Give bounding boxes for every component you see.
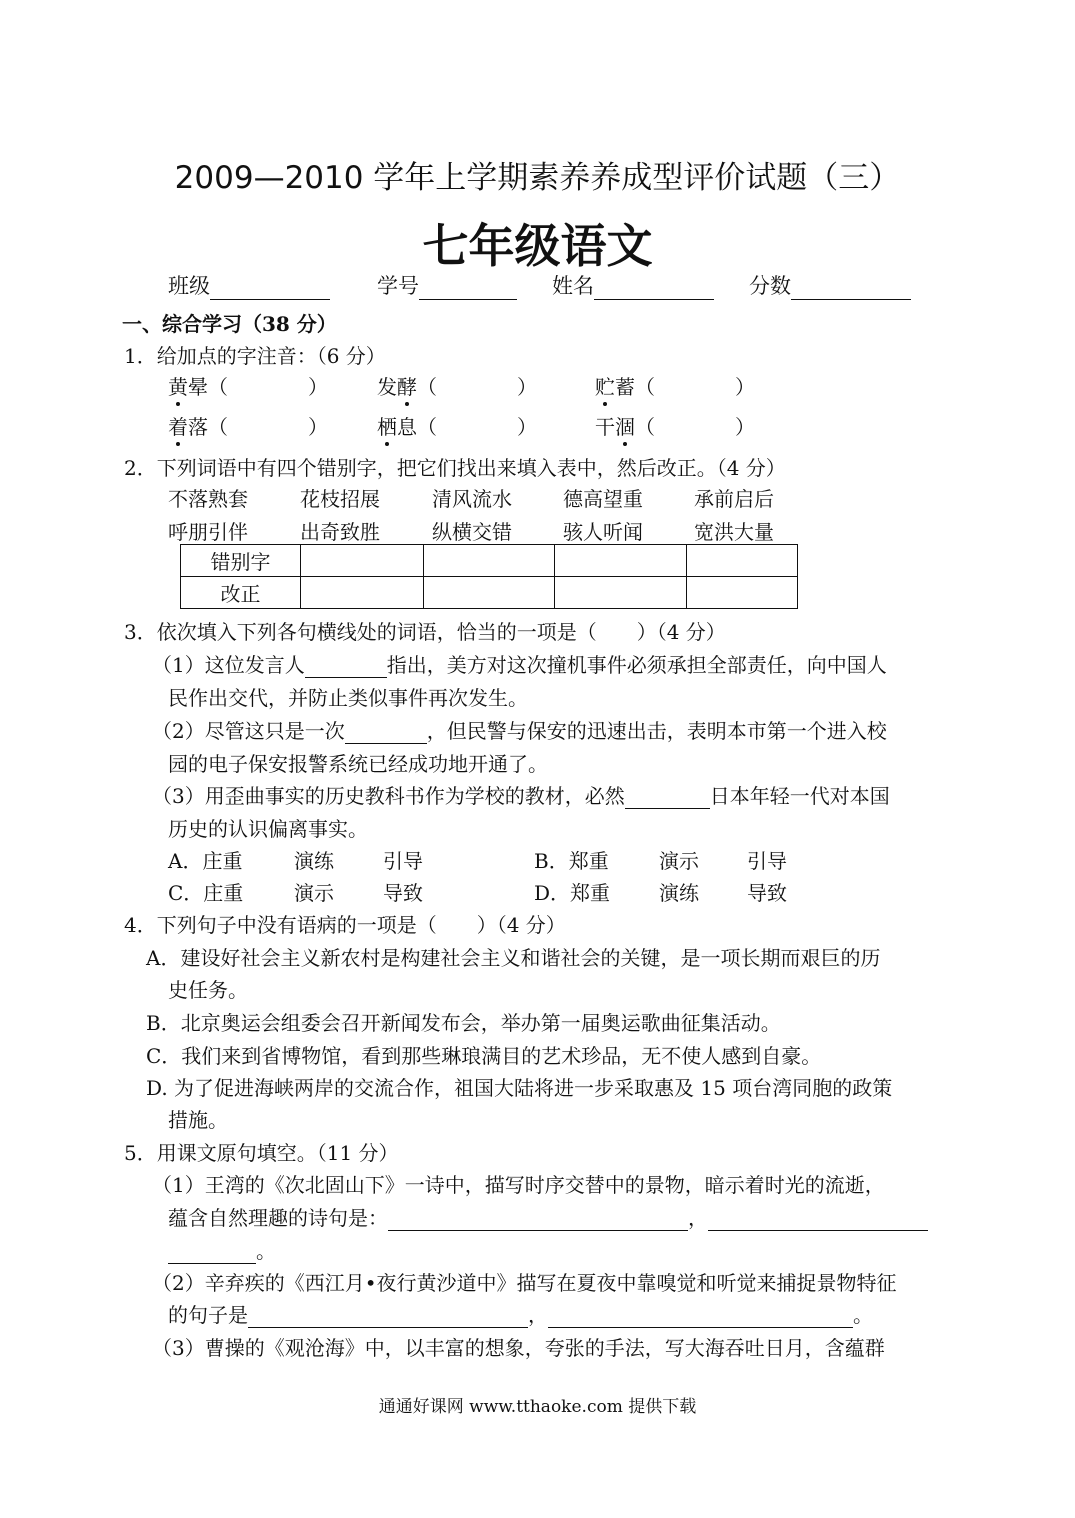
answer-cell[interactable] xyxy=(687,577,798,609)
class-label: 班级 xyxy=(168,274,210,298)
q3-sentence-2: （2）尽管这只是一次 ，但民警与保安的迅速出击，表明本市第一个进入校 xyxy=(152,719,887,743)
q4-stem: 4．下列句子中没有语病的一项是（ ）（4 分） xyxy=(124,913,566,937)
q1-item: 发酵（ ） xyxy=(377,375,537,399)
q1-item: 黄晕（ ） xyxy=(168,375,328,399)
q3-sentence-3: （3）用歪曲事实的历史教科书作为学校的教材，必然 日本年轻一代对本国 xyxy=(152,784,890,808)
option-d-word2: 演练 xyxy=(659,881,699,905)
option-d[interactable]: D．郑重 xyxy=(534,881,611,905)
q5-item-2: （2）辛弃疾的《西江月•夜行黄沙道中》描写在夏夜中靠嗅觉和听觉来捕捉景物特征 xyxy=(152,1271,897,1295)
answer-paren[interactable]: （ ） xyxy=(208,375,328,399)
footer-text: 通通好课网 www.tthaoke.com 提供下载 xyxy=(378,1397,697,1417)
q4-option-b[interactable]: B．北京奥运会组委会召开新闻发布会，举办第一届奥运歌曲征集活动。 xyxy=(146,1011,781,1035)
q5-item-1-line3: 。 xyxy=(168,1235,276,1264)
q5-item-1-line2: 蕴含自然理趣的诗句是： ， xyxy=(168,1202,928,1231)
option-a[interactable]: A．庄重 xyxy=(168,849,243,873)
q2-word: 纵横交错 xyxy=(432,520,512,544)
fill-blank[interactable] xyxy=(548,1307,853,1328)
exam-subtitle: 七年级语文 xyxy=(422,219,653,273)
q3-stem: 3．依次填入下列各句横线处的词语，恰当的一项是（ ）（4 分） xyxy=(124,620,726,644)
option-c-word3: 导致 xyxy=(383,881,423,905)
q2-word: 不落熟套 xyxy=(168,487,248,511)
q2-word: 花枝招展 xyxy=(300,487,380,511)
q2-word: 呼朋引伴 xyxy=(168,520,248,544)
answer-paren[interactable]: （ ） xyxy=(417,375,537,399)
class-blank[interactable] xyxy=(210,277,330,300)
dotted-char: 贮 xyxy=(595,375,615,399)
row-label: 错别字 xyxy=(181,545,301,577)
q3-sentence-1: （1）这位发言人 指出，美方对这次撞机事件必须承担全部责任，向中国人 xyxy=(152,653,887,677)
answer-cell[interactable] xyxy=(301,577,424,609)
q1-item: 着落（ ） xyxy=(168,415,328,439)
fill-blank[interactable] xyxy=(168,1243,256,1264)
q1-item: 贮蓄（ ） xyxy=(595,375,755,399)
q3-sentence-2-cont: 园的电子保安报警系统已经成功地开通了。 xyxy=(168,752,548,776)
option-b[interactable]: B．郑重 xyxy=(534,849,609,873)
score-blank[interactable] xyxy=(791,277,911,300)
dotted-char: 栖 xyxy=(377,415,397,439)
q2-stem: 2．下列词语中有四个错别字，把它们找出来填入表中，然后改正。（4 分） xyxy=(124,456,786,480)
q4-option-a-cont: 史任务。 xyxy=(168,978,248,1002)
answer-paren[interactable]: （ ） xyxy=(417,415,537,439)
row-label: 改正 xyxy=(181,577,301,609)
dotted-char: 酵 xyxy=(397,375,417,399)
table-row xyxy=(181,577,798,609)
fill-blank[interactable] xyxy=(305,657,387,678)
q4-option-d[interactable]: D. 为了促进海峡两岸的交流合作，祖国大陆将进一步采取惠及 15 项台湾同胞的政策 xyxy=(146,1076,893,1100)
q2-word: 出奇致胜 xyxy=(300,520,380,544)
q3-sentence-3-cont: 历史的认识偏离事实。 xyxy=(168,817,368,841)
q4-option-c[interactable]: C．我们来到省博物馆，看到那些琳琅满目的艺术珍品，无不使人感到自豪。 xyxy=(146,1044,822,1068)
id-label: 学号 xyxy=(377,274,419,298)
q1-item: 栖息（ ） xyxy=(377,415,537,439)
answer-cell[interactable] xyxy=(424,577,555,609)
fill-blank[interactable] xyxy=(248,1307,528,1328)
answer-cell[interactable] xyxy=(555,545,687,577)
answer-cell[interactable] xyxy=(687,545,798,577)
fill-blank[interactable] xyxy=(708,1210,928,1231)
answer-paren[interactable]: （ ） xyxy=(635,375,755,399)
dotted-char: 黄 xyxy=(168,375,188,399)
answer-paren[interactable]: （ ） xyxy=(208,415,328,439)
q1-item: 干涸（ ） xyxy=(595,415,755,439)
q3-sentence-1-cont: 民作出交代，并防止类似事件再次发生。 xyxy=(168,686,528,710)
answer-paren[interactable]: （ ） xyxy=(635,415,755,439)
q2-word: 承前启后 xyxy=(694,487,774,511)
q4-option-a[interactable]: A．建设好社会主义新农村是构建社会主义和谐社会的关键，是一项长期而艰巨的历 xyxy=(146,946,881,970)
answer-cell[interactable] xyxy=(424,545,555,577)
score-field xyxy=(749,270,911,300)
q2-word: 德高望重 xyxy=(563,487,643,511)
q5-stem: 5．用课文原句填空。（11 分） xyxy=(124,1141,399,1165)
section-heading: 一、综合学习（38 分） xyxy=(122,312,337,336)
option-a-word3: 引导 xyxy=(383,849,423,873)
q5-item-2-line2: 的句子是 ， 。 xyxy=(168,1303,873,1327)
q5-item-1: （1）王湾的《次北固山下》一诗中，描写时序交替中的景物，暗示着时光的流逝， xyxy=(152,1173,885,1197)
option-b-word3: 引导 xyxy=(747,849,787,873)
answer-cell[interactable] xyxy=(555,577,687,609)
option-a-word2: 演练 xyxy=(294,849,334,873)
q4-option-d-cont: 措施。 xyxy=(168,1108,228,1132)
table-row xyxy=(181,545,798,577)
exam-title: 2009—2010 学年上学期素养养成型评价试题（三） xyxy=(174,160,901,196)
q2-word: 清风流水 xyxy=(432,487,512,511)
q2-word: 宽洪大量 xyxy=(694,520,774,544)
fill-blank[interactable] xyxy=(345,723,427,744)
name-field xyxy=(552,270,714,300)
option-c-word2: 演示 xyxy=(294,881,334,905)
option-c[interactable]: C．庄重 xyxy=(168,881,244,905)
q5-item-3: （3）曹操的《观沧海》中，以丰富的想象，夸张的手法，写大海吞吐日月，含蕴群 xyxy=(152,1336,885,1360)
fill-blank[interactable] xyxy=(388,1210,688,1231)
q1-stem: 1．给加点的字注音：（6 分） xyxy=(124,344,386,368)
answer-cell[interactable] xyxy=(301,545,424,577)
q2-word: 骇人听闻 xyxy=(563,520,643,544)
id-blank[interactable] xyxy=(419,277,517,300)
dotted-char: 着 xyxy=(168,415,188,439)
id-field xyxy=(377,270,517,300)
option-b-word2: 演示 xyxy=(659,849,699,873)
fill-blank[interactable] xyxy=(625,788,710,809)
name-blank[interactable] xyxy=(594,277,714,300)
score-label: 分数 xyxy=(749,274,791,298)
dotted-char: 涸 xyxy=(615,415,635,439)
option-d-word3: 导致 xyxy=(747,881,787,905)
class-field xyxy=(168,270,330,300)
correction-table xyxy=(180,544,798,609)
name-label: 姓名 xyxy=(552,274,594,298)
